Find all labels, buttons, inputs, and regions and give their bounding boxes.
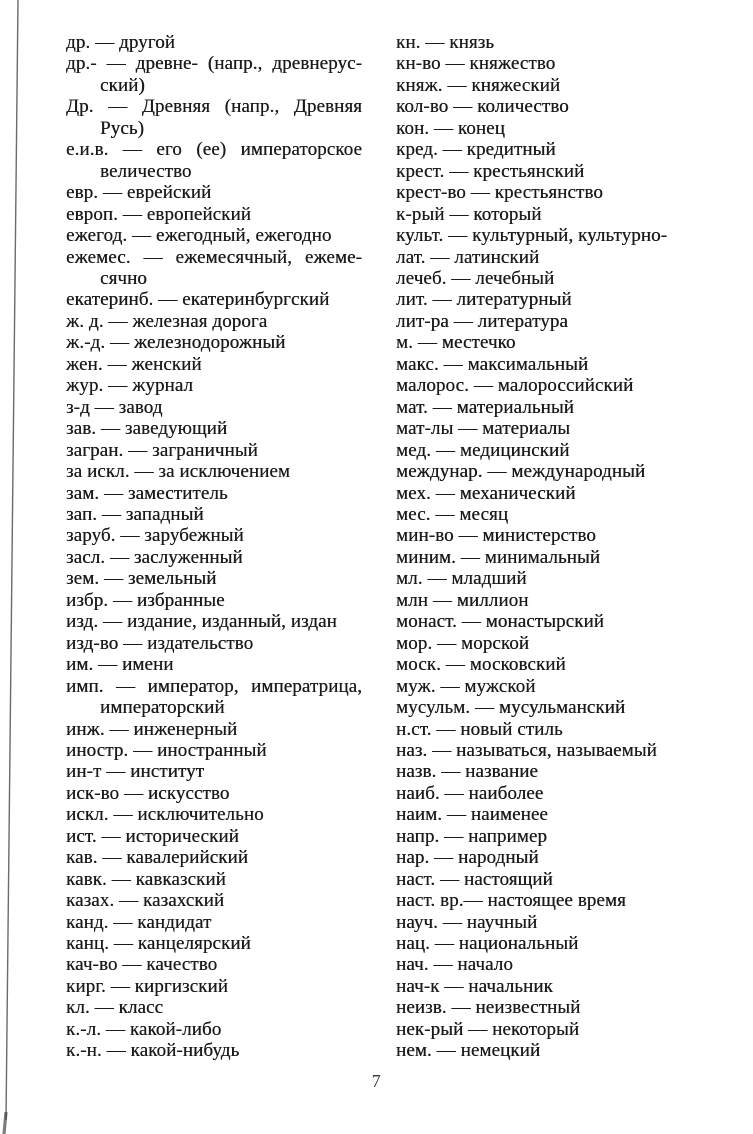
abbreviation-entry: наим. — наименее: [396, 804, 548, 826]
abbreviation-entry: миним. — минимальный: [396, 546, 601, 568]
abbreviation-entry: Др. — Древняя (напр., Древняя: [66, 96, 362, 118]
abbreviation-entry: имп. — император, императрица,: [66, 675, 362, 697]
abbreviation-entry: кред. — кредитный: [396, 139, 556, 161]
abbreviation-entry: н.ст. — новый стиль: [396, 718, 563, 740]
abbreviation-entry: ж. д. — железная дорога: [66, 310, 268, 332]
abbreviation-entry: Русь): [100, 117, 144, 139]
abbreviation-entry: зав. — заведующий: [66, 418, 228, 440]
abbreviation-entry: жур. — журнал: [66, 375, 194, 397]
abbreviation-entry: кол-во — количество: [396, 96, 569, 118]
abbreviation-entry: казах. — казахский: [66, 890, 225, 912]
abbreviation-entry: з-д — завод: [66, 396, 163, 418]
abbreviation-entry: евр. — еврейский: [66, 182, 212, 204]
abbreviation-entry: макс. — максимальный: [396, 353, 589, 375]
abbreviation-entry: избр. — избранные: [66, 589, 225, 611]
abbreviations-column-left: [66, 32, 362, 1062]
abbreviation-entry: напр. — например: [396, 825, 548, 847]
abbreviation-entry: малорос. — малороссийский: [396, 375, 634, 397]
abbreviation-entry: лит. — литературный: [396, 289, 572, 311]
abbreviation-entry: кн-во — княжество: [396, 53, 556, 75]
abbreviation-entry: мех. — механический: [396, 482, 576, 504]
abbreviation-entry: кл. — класс: [66, 997, 164, 1019]
abbreviation-entry: кавк. — кавказский: [66, 868, 226, 890]
abbreviation-entry: кирг. — киргизский: [66, 975, 228, 997]
abbreviation-entry: е.и.в. — его (ее) императорское: [66, 139, 362, 161]
abbreviation-entry: м. — местечко: [396, 332, 516, 354]
abbreviation-entry: изд. — издание, изданный, издан: [66, 611, 337, 633]
abbreviation-entry: наст. — настоящий: [396, 868, 553, 890]
abbreviation-entry: междунар. — международный: [396, 461, 646, 483]
abbreviation-entry: княж. — княжеский: [396, 74, 561, 96]
abbreviation-entry: ж.-д. — железнодорожный: [66, 332, 286, 354]
abbreviation-entry: муж. — мужской: [396, 675, 536, 697]
abbreviation-entry: сячно: [100, 267, 147, 289]
abbreviation-entry: жен. — женский: [66, 353, 202, 375]
abbreviation-entry: мат. — материальный: [396, 396, 574, 418]
abbreviation-entry: зем. — земельный: [66, 568, 217, 590]
abbreviation-entry: мат-лы — материалы: [396, 418, 571, 440]
abbreviation-entry: ежегод. — ежегодный, ежегодно: [66, 225, 332, 247]
abbreviation-entry: ский): [100, 74, 145, 96]
abbreviation-entry: наиб. — наиболее: [396, 782, 544, 804]
abbreviation-entry: кав. — кавалерийский: [66, 847, 249, 869]
abbreviation-entry: мес. — месяц: [396, 503, 509, 525]
abbreviation-entry: мор. — морской: [396, 632, 530, 654]
abbreviation-entry: иностр. — иностранный: [66, 739, 267, 761]
abbreviation-entry: крест-во — крестьянство: [396, 182, 603, 204]
abbreviation-entry: кач-во — качество: [66, 954, 218, 976]
abbreviation-entry: млн — миллион: [396, 589, 529, 611]
abbreviation-entry: неизв. — неизвестный: [396, 997, 581, 1019]
abbreviation-entry: канц. — канцелярский: [66, 933, 251, 955]
abbreviation-entry: лит-ра — литература: [396, 310, 568, 332]
abbreviation-entry: мед. — медицинский: [396, 439, 570, 461]
abbreviation-entry: лечеб. — лечебный: [396, 267, 555, 289]
abbreviation-entry: наз. — называться, называемый: [396, 739, 657, 761]
abbreviation-entry: монаст. — монастырский: [396, 611, 605, 633]
abbreviation-entry: нац. — национальный: [396, 933, 579, 955]
abbreviation-entry: нек-рый — некоторый: [396, 1018, 580, 1040]
abbreviation-entry: др. — другой: [66, 32, 176, 53]
abbreviation-entry: нач. — начало: [396, 954, 513, 976]
abbreviation-entry: крест. — крестьянский: [396, 160, 585, 182]
scan-binding-artifact: [0, 0, 30, 1134]
abbreviation-entry: к-рый — который: [396, 203, 542, 225]
page-number: 7: [371, 1071, 382, 1091]
abbreviation-entry: императорский: [100, 697, 225, 719]
abbreviation-entry: зап. — западный: [66, 503, 204, 525]
abbreviation-entry: европ. — европейский: [66, 203, 251, 225]
abbreviation-entry: культ. — культурный, культурно-: [396, 225, 668, 247]
abbreviation-entry: наст. вр.— настоящее время: [396, 890, 626, 912]
abbreviation-entry: зам. — заместитель: [66, 482, 228, 504]
abbreviation-entry: моск. — московский: [396, 654, 566, 676]
abbreviation-entry: канд. — кандидат: [66, 911, 212, 933]
abbreviation-entry: за искл. — за исключением: [66, 461, 291, 483]
abbreviation-entry: нем. — немецкий: [396, 1040, 541, 1062]
abbreviation-entry: инж. — инженерный: [66, 718, 238, 740]
abbreviation-entry: др.- — древне- (напр., древнерус-: [66, 53, 362, 75]
abbreviation-entry: иск-во — искусство: [66, 782, 230, 804]
abbreviation-entry: кн. — князь: [396, 32, 495, 53]
abbreviation-entry: ежемес. — ежемесячный, ежеме-: [66, 246, 362, 268]
abbreviation-entry: величество: [100, 160, 192, 182]
abbreviation-entry: ист. — исторический: [66, 825, 239, 847]
abbreviation-entry: нар. — народный: [396, 847, 539, 869]
abbreviations-column-right: [396, 32, 718, 1062]
abbreviation-entry: науч. — научный: [396, 911, 538, 933]
abbreviation-entry: мин-во — министерство: [396, 525, 596, 547]
abbreviation-entry: мусульм. — мусульманский: [396, 697, 626, 719]
abbreviation-entry: к.-л. — какой-либо: [66, 1018, 222, 1040]
abbreviation-entry: нач-к — начальник: [396, 975, 553, 997]
abbreviation-entry: им. — имени: [66, 654, 174, 676]
abbreviation-entry: к.-н. — какой-нибудь: [66, 1040, 240, 1062]
abbreviation-entry: искл. — исключительно: [66, 804, 264, 826]
abbreviation-entry: заруб. — зарубежный: [66, 525, 244, 547]
abbreviation-entry: изд-во — издательство: [66, 632, 254, 654]
abbreviation-entry: засл. — заслуженный: [66, 546, 243, 568]
abbreviation-entry: назв. — название: [396, 761, 538, 783]
abbreviation-entry: екатеринб. — екатеринбургский: [66, 289, 330, 311]
abbreviation-entry: ин-т — институт: [66, 761, 205, 783]
abbreviation-entry: лат. — латинский: [396, 246, 540, 268]
abbreviation-entry: мл. — младший: [396, 568, 527, 590]
abbreviation-entry: кон. — конец: [396, 117, 505, 139]
abbreviation-entry: загран. — заграничный: [66, 439, 258, 461]
